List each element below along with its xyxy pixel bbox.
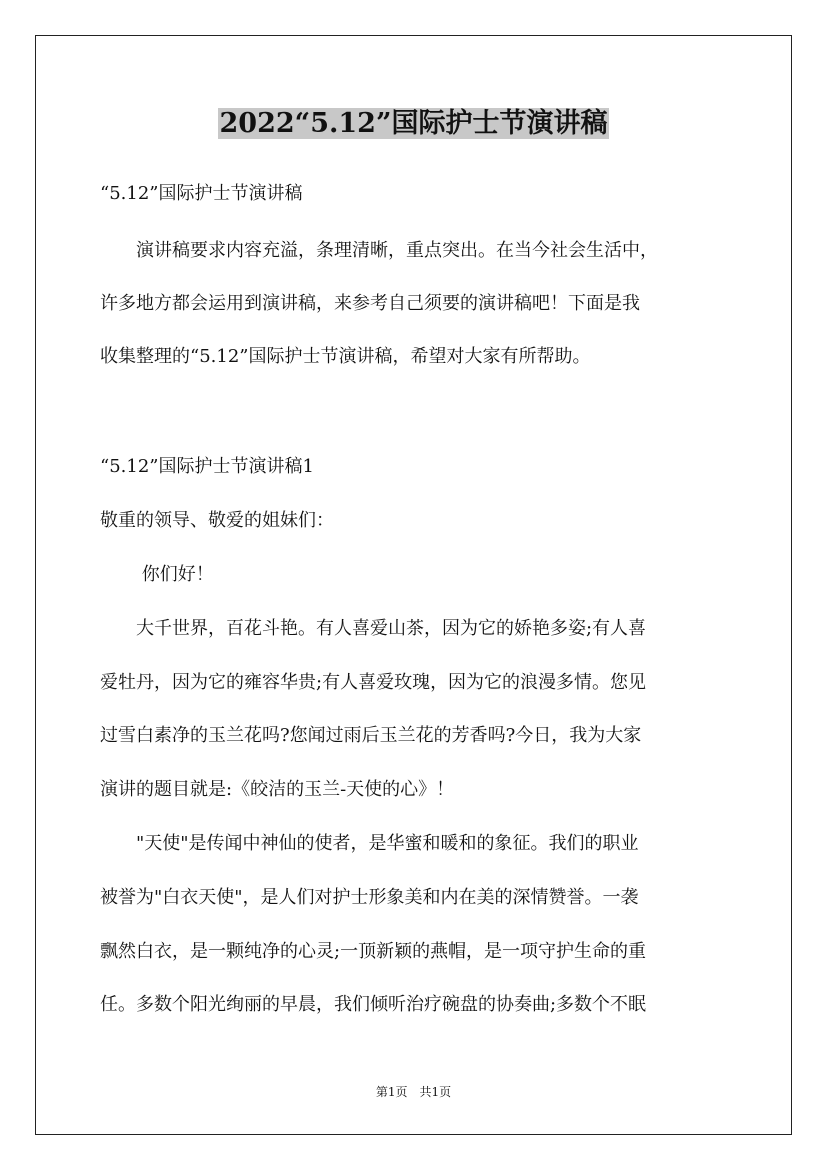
body-line-7: 飘然白衣，是一颗纯净的心灵;一顶新颖的燕帽，是一项守护生命的重 [100,941,647,962]
body-line-6: 被誉为"白衣天使"，是人们对护士形象美和内在美的深情赞誉。一袭 [100,887,639,908]
body-line-8: 任。多数个阳光绚丽的早晨，我们倾听治疗碗盘的协奏曲;多数个不眠 [100,994,647,1015]
intro-line-3: 收集整理的“5.12”国际护士节演讲稿，希望对大家有所帮助。 [100,346,591,367]
intro-line-2: 许多地方都会运用到演讲稿，来参考自己须要的演讲稿吧！下面是我 [100,293,640,314]
page-number-footer: 第1页 共1页 [375,1085,452,1099]
subtitle: “5.12”国际护士节演讲稿 [100,183,303,204]
body-line-5: "天使"是传闻中神仙的使者，是华蜜和暖和的象征。我们的职业 [100,833,639,854]
intro-line-1: 演讲稿要求内容充溢，条理清晰，重点突出。在当今社会生活中， [100,240,658,261]
salutation: 敬重的领导、敬爱的姐妹们： [100,510,334,531]
body-line-4: 演讲的题目就是:《皎洁的玉兰-天使的心》！ [100,779,455,800]
body-line-3: 过雪白素净的玉兰花吗?您闻过雨后玉兰花的芳香吗?今日，我为大家 [100,725,642,746]
body-line-2: 爱牡丹，因为它的雍容华贵;有人喜爱玫瑰，因为它的浪漫多情。您见 [100,672,647,693]
greeting: 你们好！ [100,564,214,585]
body-line-1: 大千世界，百花斗艳。有人喜爱山茶，因为它的娇艳多姿;有人喜 [100,618,647,639]
document-title: 2022“5.12”国际护士节演讲稿 [219,108,608,139]
section-heading: “5.12”国际护士节演讲稿1 [100,456,314,477]
